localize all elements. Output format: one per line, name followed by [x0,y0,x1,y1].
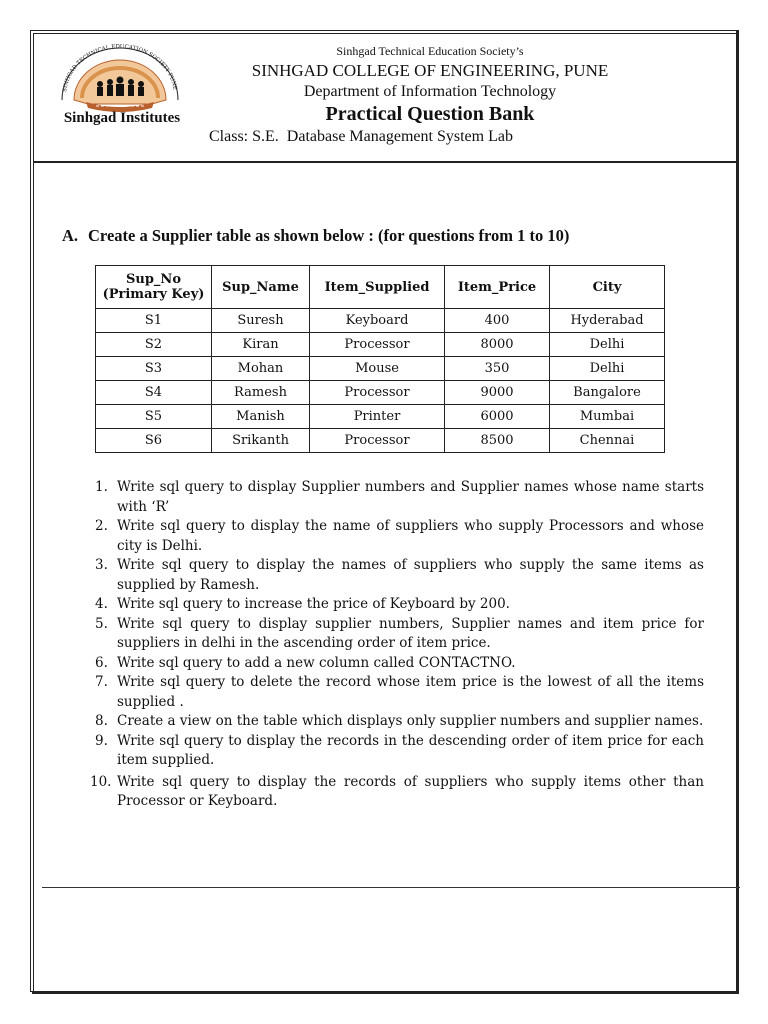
college-name: SINHGAD COLLEGE OF ENGINEERING, PUNE [251,61,609,80]
section-title: Create a Supplier table as shown below : (for questions from 1 to 10) [88,226,570,245]
cell-sup-name: Suresh [212,309,310,333]
question-item [95,732,704,771]
cell-item-supplied: Processor [310,429,445,453]
page-border-inner-top [33,33,736,34]
question-item [95,595,704,615]
cell-sup-no: S5 [96,405,212,429]
question-text: Write sql query to add a new column called CONTACTNO. [117,654,516,671]
cell-sup-no: S1 [96,309,212,333]
department-name: Department of Information Technology [303,83,557,100]
question-item [95,615,704,654]
question-number: 1. [95,479,108,495]
cell-item-supplied: Processor [310,381,445,405]
document-title: Practical Question Bank [325,103,535,125]
cell-sup-no: S6 [96,429,212,453]
cell-item-supplied: Mouse [310,357,445,381]
section-marker: A. [62,226,79,245]
table-row [96,381,665,405]
question-number: 9. [95,732,108,749]
cell-item-price: 8000 [445,333,550,357]
table-header-row [96,266,665,309]
cell-item-price: 350 [445,357,550,381]
cell-city: Mumbai [550,405,665,429]
question-text: Write sql query to display Supplier numbers and Supplier names whose name starts with ‘R’ [117,479,704,515]
cell-item-price: 400 [445,309,550,333]
table-row [96,309,665,333]
cell-city: Chennai [550,429,665,453]
question-number: 4. [95,596,108,612]
question-text: Write sql query to display the records in the descending order of item price for each item supplied. [117,732,704,768]
header-divider [33,161,736,163]
question-number: 5. [95,615,108,632]
subject-name: Database Management System Lab [286,128,513,145]
cell-city: Delhi [550,357,665,381]
question-item [95,712,704,732]
question-text: Write sql query to delete the record whose item price is the lowest of all the items supplied . [117,674,704,710]
cell-item-supplied: Processor [310,333,445,357]
question-item [95,654,704,674]
cell-item-price: 8500 [445,429,550,453]
question-item [90,773,704,812]
page-border-shadow-right [737,30,739,992]
question-text: Write sql query to increase the price of Keyboard by 200. [117,596,510,612]
question-number: 3. [95,557,108,573]
table-row [96,333,665,357]
cell-city: Bangalore [550,381,665,405]
table-row [96,405,665,429]
logo-caption: Sinhgad Institutes [63,110,181,126]
supplier-table [95,265,665,453]
cell-item-supplied: Keyboard [310,309,445,333]
cell-city: Hyderabad [550,309,665,333]
cell-sup-name: Srikanth [212,429,310,453]
question-text: Write sql query to display the name of suppliers who supply Processors and whose city is Delhi. [117,518,704,554]
cell-sup-name: Ramesh [212,381,310,405]
question-number: 7. [95,674,108,690]
question-number: 8. [95,713,108,729]
footer-divider [42,887,740,888]
class-label: Class: S.E. [209,128,279,145]
column-header-sup-name: Sup_Name [212,266,310,309]
column-header-city: City [550,266,665,309]
cell-city: Delhi [550,333,665,357]
cell-sup-name: Kiran [212,333,310,357]
page-border-inner-left [33,33,34,991]
cell-item-supplied: Printer [310,405,445,429]
question-text: Create a view on the table which displays only supplier numbers and supplier names. [117,713,704,729]
cell-sup-name: Manish [212,405,310,429]
section-heading [62,226,569,246]
cell-item-price: 9000 [445,381,550,405]
institute-logo [52,44,188,114]
question-text: Write sql query to display the records of suppliers who supply items other than Processor or Keyboard. [117,773,704,809]
cell-item-price: 6000 [445,405,550,429]
question-text: Write sql query to display the names of suppliers who supply the same items as supplied by Ramesh. [117,557,704,593]
question-item [95,673,704,712]
cell-sup-no: S3 [96,357,212,381]
logo-arc-text: SINHGAD TECHNICAL EDUCATION SOCIETY PUNE [62,44,178,93]
question-text: Write sql query to display supplier numbers, Supplier names and item price for suppliers in delhi in the ascending order of item price. [117,615,704,651]
question-number: 6. [95,654,108,671]
question-item [95,478,704,517]
cell-sup-no: S4 [96,381,212,405]
question-number: 2. [95,518,108,534]
column-header-sup-no: Sup_No (Primary Key) [96,266,212,309]
table-row [96,429,665,453]
cell-sup-name: Mohan [212,357,310,381]
column-header-item-price: Item_Price [445,266,550,309]
question-item [95,517,704,556]
question-number: 10. [90,773,112,790]
column-header-item-supplied: Item_Supplied [310,266,445,309]
cell-sup-no: S2 [96,333,212,357]
table-row [96,357,665,381]
class-line [209,128,521,146]
question-item [95,556,704,595]
page-border-shadow-bottom [32,992,739,994]
question-list [90,478,704,812]
society-name: Sinhgad Technical Education Society’s [336,44,524,58]
